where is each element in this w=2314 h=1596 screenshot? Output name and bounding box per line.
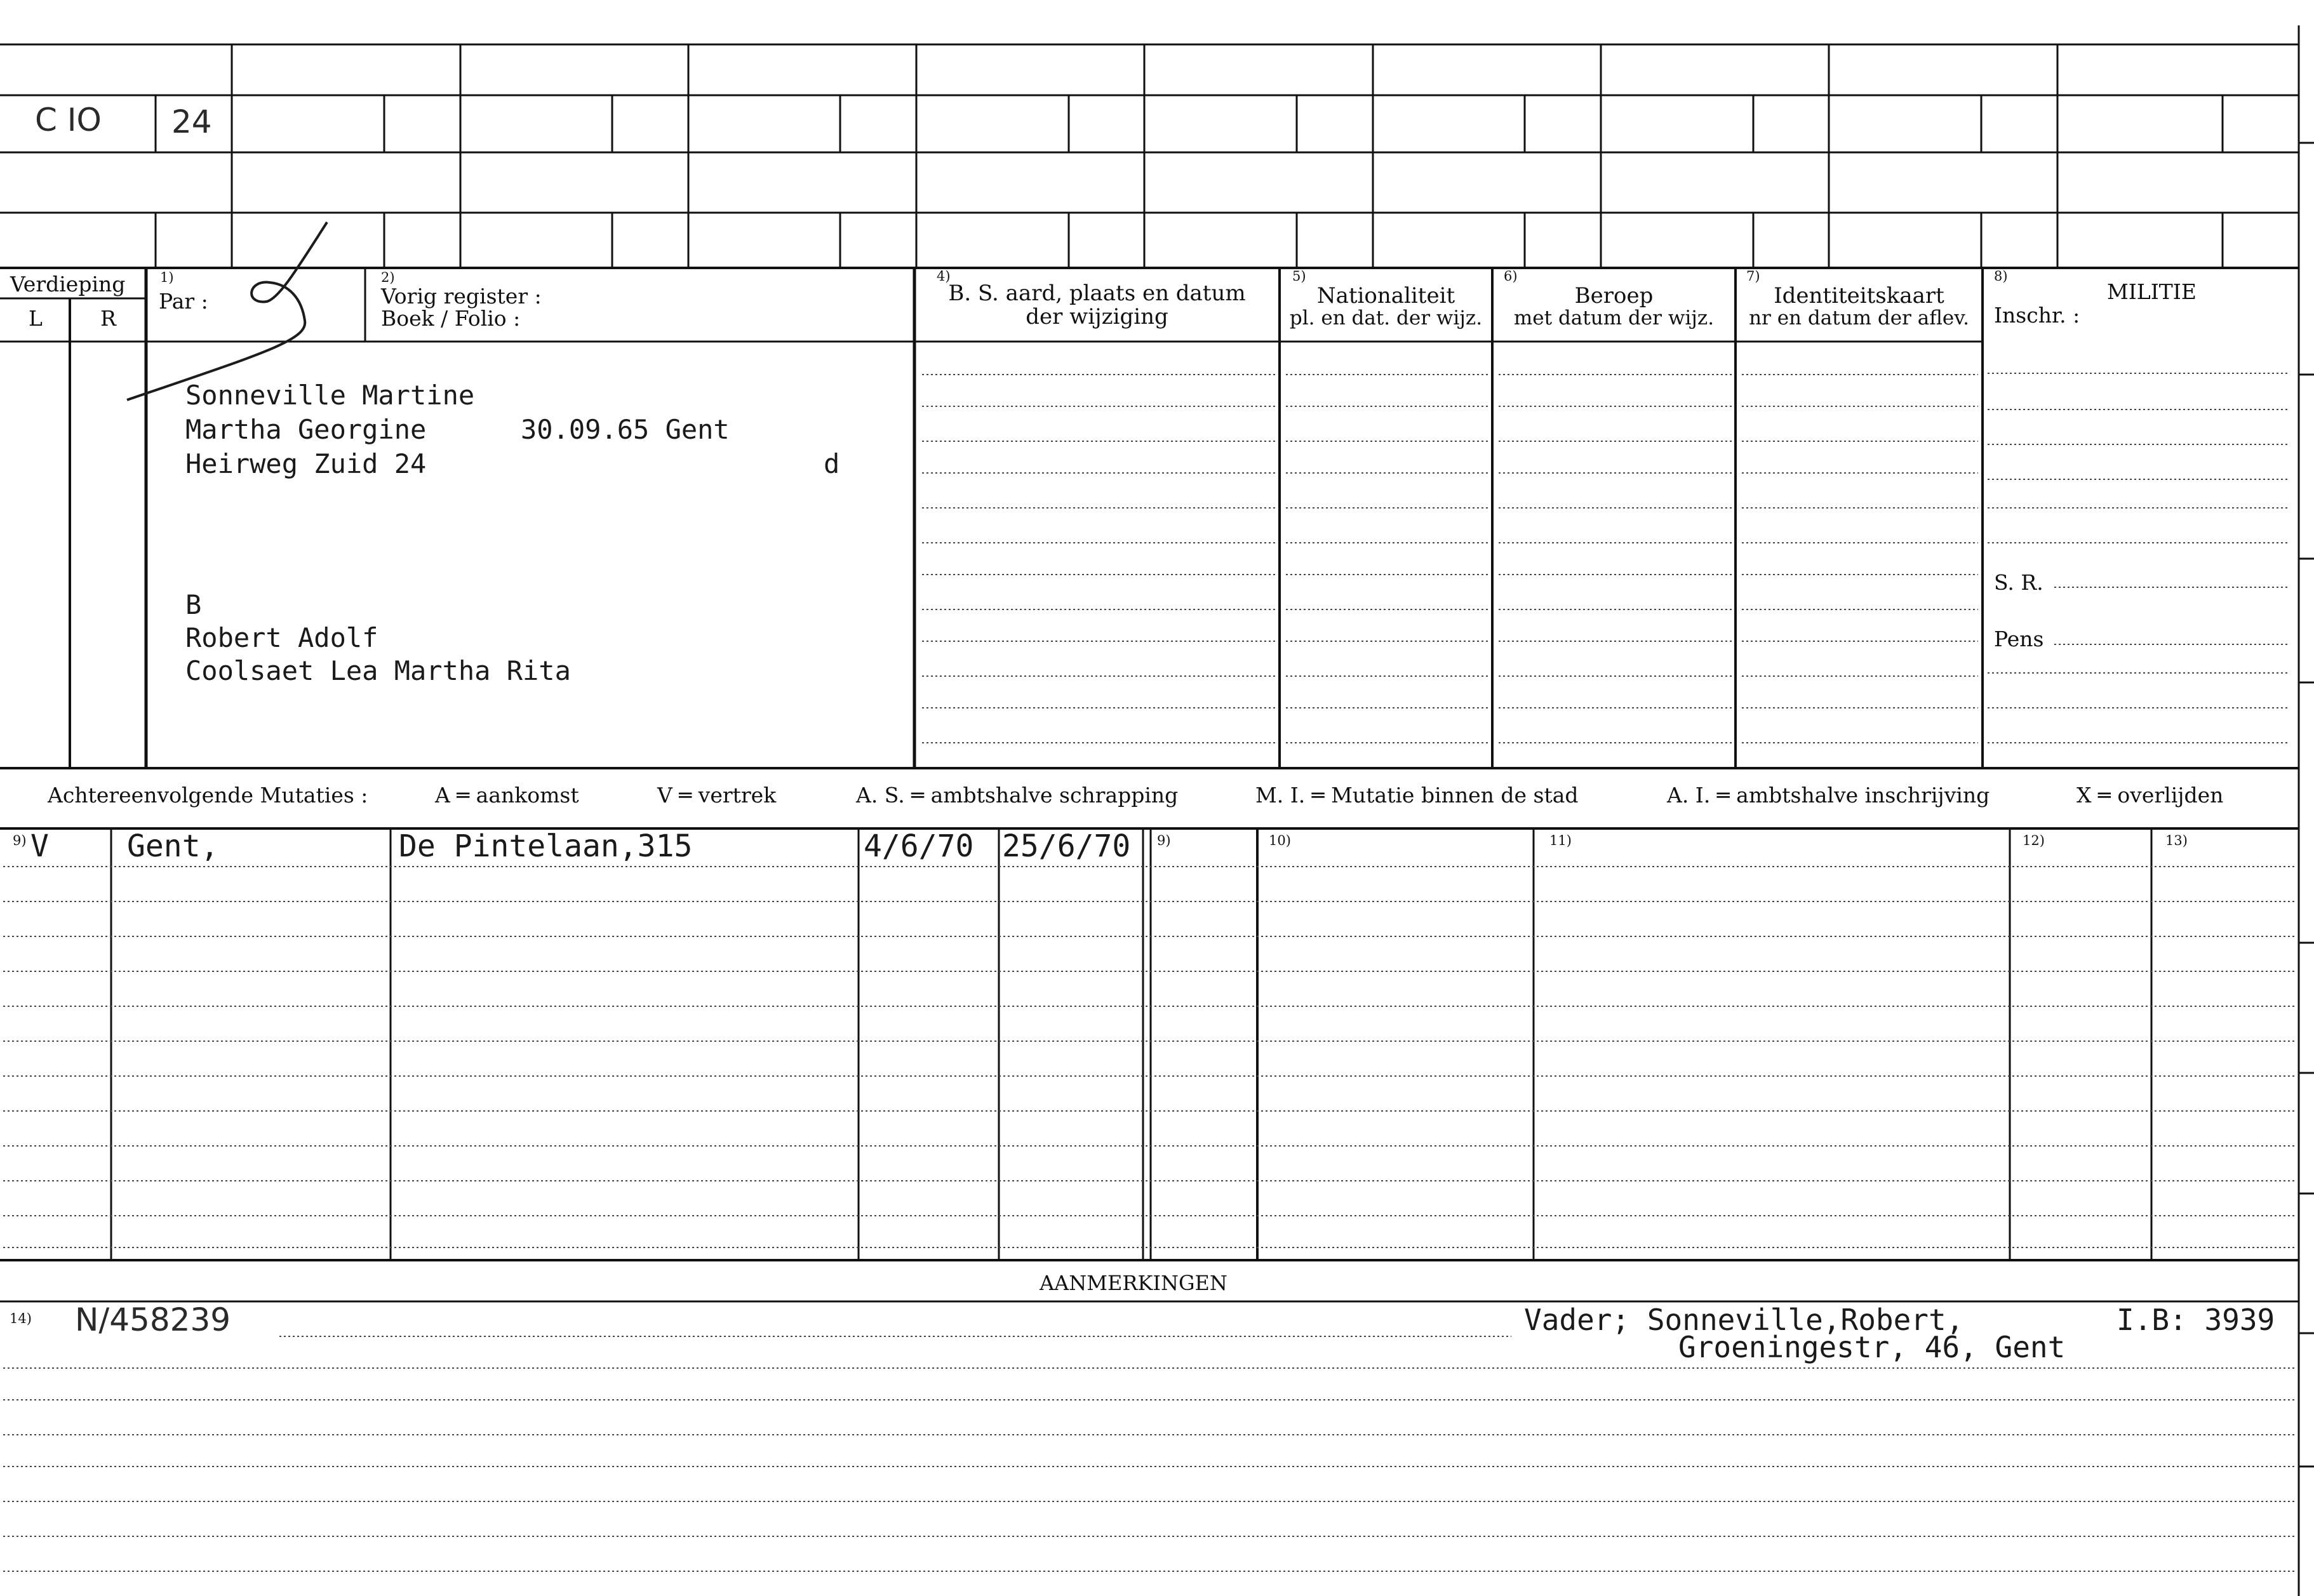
beroep-header-line2: met datum der wijz.	[1513, 307, 1715, 329]
handwritten-par-mark	[127, 222, 327, 400]
mutation-date-1: 4/6/70	[864, 828, 974, 864]
aanmerkingen-ref: N/458239	[75, 1301, 231, 1338]
mutation-col-10: 10)	[1269, 833, 1291, 848]
vorig-register-label: Vorig register :	[381, 284, 542, 309]
person-status: B	[185, 589, 202, 620]
mutation-col-11: 11)	[1549, 833, 1572, 848]
militie-pens-label: Pens	[1994, 627, 2044, 651]
bs-header-line2: der wijziging	[1026, 304, 1168, 329]
person-father: Robert Adolf	[185, 622, 378, 653]
vorig-number: 2)	[381, 270, 395, 285]
mutaties-title: Achtereenvolgende Mutaties :	[48, 783, 368, 808]
mutation-col-12: 12)	[2023, 833, 2045, 848]
par-label: Par :	[159, 289, 208, 314]
mutation-date-2: 25/6/70	[1002, 828, 1131, 864]
mutation-type: V	[30, 828, 49, 864]
identiteit-number: 7)	[1746, 269, 1760, 284]
nationaliteit-header-line2: pl. en dat. der wijz.	[1289, 307, 1483, 329]
militie-number: 8)	[1994, 269, 2008, 284]
mutation-col-9b: 9)	[1157, 833, 1171, 848]
aanmerkingen-ib: I.B: 3939	[2117, 1303, 2275, 1337]
aanmerkingen-title: AANMERKINGEN	[1040, 1271, 1227, 1295]
bs-number: 4)	[937, 269, 951, 284]
mutaties-legend-a: A ═ aankomst	[435, 783, 579, 808]
identiteit-header-line2: nr en datum der aflev.	[1749, 307, 1969, 329]
aanmerkingen-vader-address: Groeningestr, 46, Gent	[1678, 1330, 2066, 1364]
mutation-col-9: 9)	[13, 833, 27, 848]
person-mother: Coolsaet Lea Martha Rita	[185, 655, 571, 686]
aanmerkingen-number: 14)	[10, 1311, 32, 1326]
mutation-address: De Pintelaan,315	[399, 828, 693, 864]
register-series: C IO	[35, 102, 102, 138]
mutaties-legend-ai: A. I. ═ ambtshalve inschrijving	[1667, 783, 1990, 808]
nationaliteit-header-line1: Nationaliteit	[1316, 283, 1455, 309]
mutation-col-13: 13)	[2165, 833, 2188, 848]
bs-header-line1: B. S. aard, plaats en datum	[948, 281, 1246, 306]
militie-title: MILITIE	[2107, 279, 2197, 304]
person-birth: 30.09.65 Gent	[521, 414, 730, 445]
person-address: Heirweg Zuid 24	[185, 448, 427, 479]
person-sex-mark: d	[824, 448, 840, 479]
person-given-names: Martha Georgine	[185, 414, 427, 445]
beroep-number: 6)	[1504, 269, 1518, 284]
person-name: Sonneville Martine	[185, 380, 475, 411]
verdieping-right: R	[100, 306, 116, 331]
mutaties-legend-as: A. S. ═ ambtshalve schrapping	[856, 783, 1179, 808]
par-number: 1)	[160, 270, 174, 285]
identiteit-header-line1: Identiteitskaart	[1774, 283, 1944, 309]
register-number: 24	[171, 103, 212, 140]
verdieping-label: Verdieping	[10, 272, 126, 296]
militie-inschr-label: Inschr. :	[1994, 303, 2080, 328]
mutaties-legend-mi: M. I. ═ Mutatie binnen de stad	[1255, 783, 1579, 808]
nationaliteit-number: 5)	[1292, 269, 1306, 284]
beroep-header-line1: Beroep	[1574, 283, 1654, 309]
mutaties-legend-v: V ═ vertrek	[657, 783, 777, 808]
mutation-place: Gent,	[127, 828, 219, 864]
militie-sr-label: S. R.	[1994, 570, 2043, 595]
aanmerkingen-vader: Vader; Sonneville,Robert,	[1524, 1303, 1964, 1337]
mutaties-legend-x: X ═ overlijden	[2077, 783, 2224, 808]
boek-folio-label: Boek / Folio :	[381, 306, 521, 331]
verdieping-left: L	[29, 306, 43, 331]
